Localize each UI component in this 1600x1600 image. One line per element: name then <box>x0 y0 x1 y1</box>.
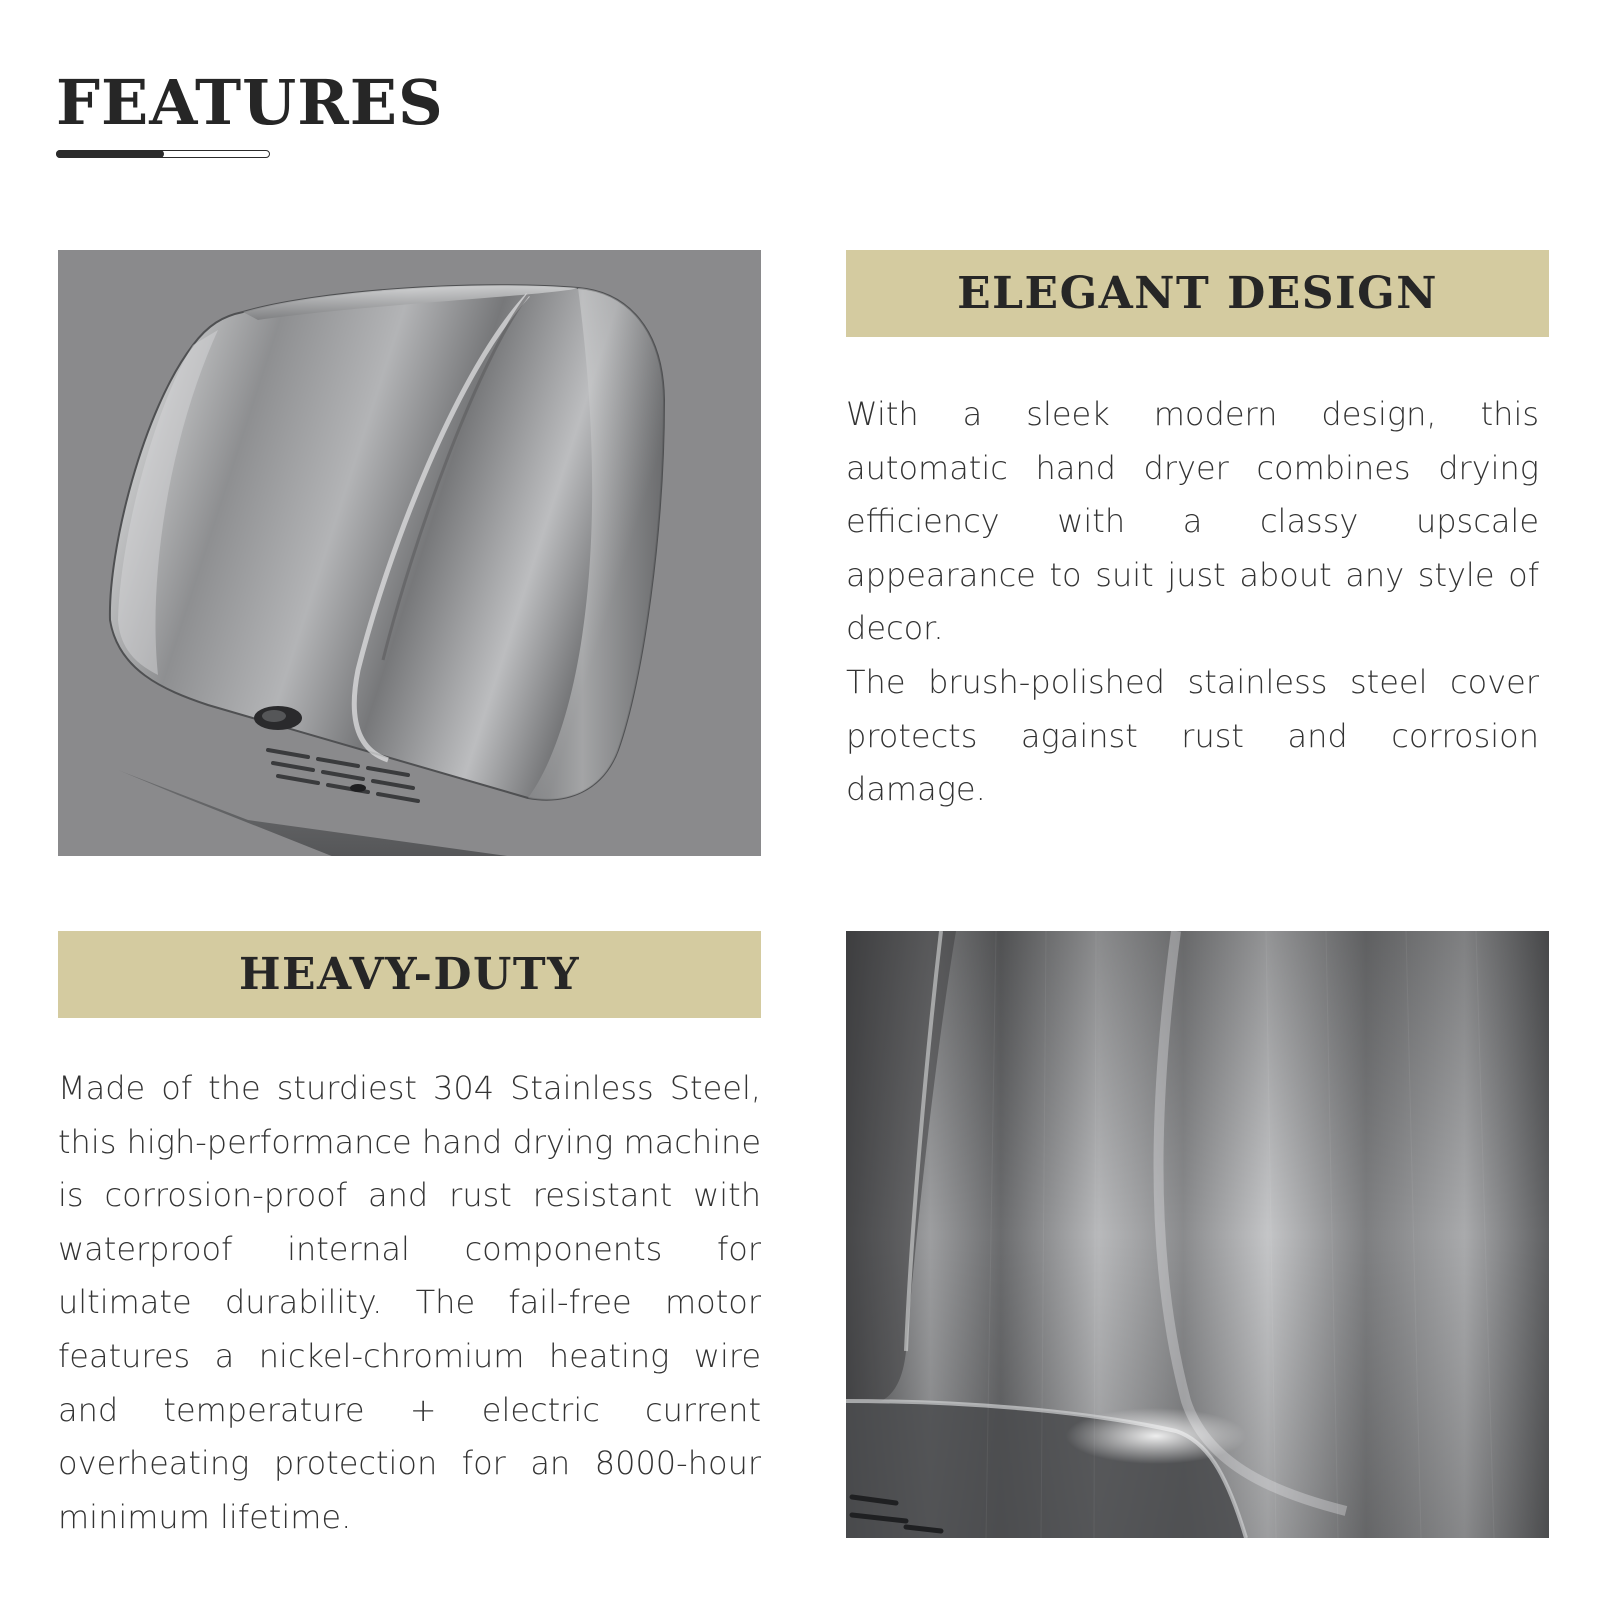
elegant-design-paragraph: With a sleek modern design, this automatic hand dryer combines drying efficiency with a classy upscale appearance to suit just about any style of decor. <box>846 395 1539 648</box>
page-title: FEATURES <box>56 66 444 139</box>
heavy-duty-paragraph: Made of the sturdiest 304 Stainless Steel, this high-performance hand drying machine is corrosion-proof and rust resistant with waterproof internal components for ultimate durability. The fail-free motor features a nickel-chromium heating wire and temperature + electric current overheating protection for an 8000-hour minimum lifetime. <box>58 1069 761 1536</box>
elegant-design-description <box>846 388 1539 817</box>
title-underline-fill <box>56 150 164 158</box>
stainless-steel-closeup-illustration <box>846 931 1549 1538</box>
elegant-design-heading-band <box>846 250 1549 337</box>
hand-dryer-photo <box>58 250 761 856</box>
hand-dryer-illustration <box>58 250 761 856</box>
heavy-duty-description <box>58 1062 761 1544</box>
elegant-design-paragraph: The brush-polished stainless steel cover protects against rust and corrosion damage. <box>846 662 1539 809</box>
heavy-duty-heading: HEAVY-DUTY <box>238 949 581 1000</box>
title-underline <box>56 150 270 158</box>
stainless-steel-closeup-photo <box>846 931 1549 1538</box>
heavy-duty-heading-band <box>58 931 761 1018</box>
elegant-design-heading: ELEGANT DESIGN <box>957 268 1438 319</box>
